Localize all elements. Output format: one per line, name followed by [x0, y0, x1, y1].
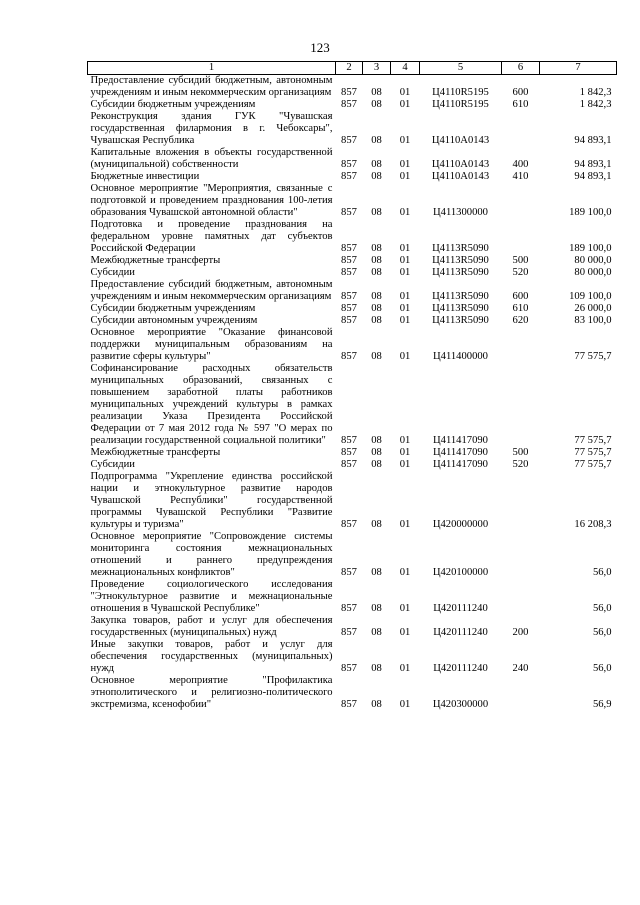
page-number: 123	[310, 40, 330, 55]
row-amount: 94 893,1	[574, 135, 612, 146]
row-ministry: 857	[341, 663, 357, 674]
row-subsection: 01	[399, 351, 411, 362]
table-row	[88, 219, 617, 255]
row-amount: 189 100,0	[569, 207, 612, 218]
row-section: 08	[371, 435, 382, 446]
row-name: Иные закупки товаров, работ и услуг для обеспечения государственных (муниципальных) нужд	[90, 639, 333, 674]
row-target-article: Ц411300000	[433, 207, 488, 218]
row-subsection: 01	[399, 159, 411, 170]
row-expense-type	[502, 111, 540, 147]
table-row	[88, 279, 617, 303]
row-ministry: 857	[341, 603, 357, 614]
row-ministry: 857	[341, 267, 357, 278]
row-expense-type: 520	[512, 459, 529, 470]
row-section: 08	[371, 303, 382, 314]
row-subsection: 01	[399, 627, 411, 638]
header-amount: 7	[540, 62, 617, 75]
row-ministry: 857	[341, 291, 357, 302]
row-ministry: 857	[341, 351, 357, 362]
table-row	[88, 255, 617, 267]
row-subsection: 01	[399, 567, 411, 578]
table-row	[88, 183, 617, 219]
row-amount: 109 100,0	[569, 291, 612, 302]
row-target-article: Ц4113R5090	[432, 303, 489, 314]
row-subsection: 01	[399, 267, 411, 278]
row-section: 08	[371, 255, 382, 266]
row-ministry: 857	[341, 699, 357, 710]
row-ministry: 857	[341, 519, 357, 530]
table-row	[88, 327, 617, 363]
row-ministry: 857	[341, 627, 357, 638]
row-name: Реконструкция здания ГУК "Чувашская государственная филармония в г. Чебоксары", Чувашская Республика	[90, 111, 333, 146]
row-name: Основное мероприятие "Мероприятия, связанные с подготовкой и проведением празднования 100-летия образования Чувашской автономной области"	[90, 183, 333, 218]
row-subsection: 01	[399, 459, 411, 470]
row-expense-type	[502, 471, 540, 531]
row-ministry: 857	[341, 171, 357, 182]
row-amount: 77 575,7	[574, 351, 612, 362]
row-name: Основное мероприятие "Профилактика этнополитического и религиозно-политического экстремизма, ксенофобии"	[90, 675, 333, 710]
row-name: Подпрограмма "Укрепление единства российской нации и этнокультурное развитие народов Чувашской Республики" государственной программы Чувашской Республики "Развитие культуры и туризма"	[90, 471, 333, 530]
row-name: Предоставление субсидий бюджетным, автономным учреждениям и иным некоммерческим организациям	[90, 75, 333, 98]
row-subsection: 01	[399, 87, 411, 98]
row-expense-type: 600	[512, 87, 529, 98]
budget-table	[87, 61, 617, 711]
row-section: 08	[371, 699, 382, 710]
table-row	[88, 531, 617, 579]
table-row	[88, 111, 617, 147]
row-target-article: Ц4110A0143	[431, 159, 490, 170]
row-expense-type	[502, 579, 540, 615]
table-row	[88, 675, 617, 711]
header-subsection: 4	[391, 62, 420, 75]
row-ministry: 857	[341, 567, 357, 578]
table-row	[88, 579, 617, 615]
row-ministry: 857	[341, 207, 357, 218]
table-row	[88, 363, 617, 447]
row-section: 08	[371, 87, 382, 98]
row-ministry: 857	[341, 303, 357, 314]
row-name: Основное мероприятие "Оказание финансовой поддержки муниципальным образованиям на развитие сферы культуры"	[90, 327, 333, 362]
table-row	[88, 471, 617, 531]
row-target-article: Ц4113R5090	[432, 267, 489, 278]
table-row	[88, 147, 617, 171]
row-amount: 77 575,7	[574, 459, 612, 470]
row-name: Межбюджетные трансферты	[90, 255, 221, 266]
row-section: 08	[371, 207, 382, 218]
row-section: 08	[371, 447, 382, 458]
table-row	[88, 459, 617, 471]
row-target-article: Ц411417090	[433, 447, 488, 458]
row-target-article: Ц420300000	[432, 699, 489, 710]
row-target-article: Ц411417090	[433, 459, 488, 470]
row-name: Софинансирование расходных обязательств муниципальных образований, связанных с повышением заработной платы работников муниципальных учреждений культуры в рамках реализации Указа Президента Российской Федерации от 7 мая 2012 года № 597 "О мерах по реализации государственной социальной политики"	[90, 363, 333, 446]
row-name: Проведение социологического исследования "Этнокультурное развитие и межнациональные отношения в Чувашской Республике"	[90, 579, 333, 614]
row-ministry: 857	[341, 255, 357, 266]
row-ministry: 857	[341, 435, 357, 446]
row-subsection: 01	[399, 171, 411, 182]
row-amount: 1 842,3	[579, 99, 612, 110]
row-target-article: Ц420111240	[433, 663, 488, 674]
row-subsection: 01	[399, 699, 411, 710]
table-row	[88, 639, 617, 675]
row-ministry: 857	[341, 447, 357, 458]
row-name: Субсидии автономным учреждениям	[90, 315, 258, 326]
row-amount: 56,9	[592, 699, 612, 710]
row-target-article: Ц420100000	[432, 567, 489, 578]
row-section: 08	[371, 519, 382, 530]
row-subsection: 01	[399, 519, 411, 530]
row-target-article: Ц420111240	[433, 603, 488, 614]
row-subsection: 01	[399, 447, 411, 458]
row-amount: 56,0	[592, 663, 612, 674]
row-subsection: 01	[399, 435, 411, 446]
table-row	[88, 75, 617, 100]
row-section: 08	[371, 663, 382, 674]
row-ministry: 857	[341, 159, 357, 170]
row-section: 08	[371, 603, 382, 614]
row-ministry: 857	[341, 135, 357, 146]
row-target-article: Ц411400000	[433, 351, 488, 362]
row-expense-type: 410	[512, 171, 529, 182]
row-amount: 1 842,3	[579, 87, 612, 98]
row-section: 08	[371, 267, 382, 278]
row-amount: 94 893,1	[574, 159, 612, 170]
table-row	[88, 303, 617, 315]
row-expense-type	[502, 183, 540, 219]
header-name: 1	[88, 62, 336, 75]
row-name: Субсидии бюджетным учреждениям	[90, 99, 256, 110]
row-amount: 94 893,1	[574, 171, 612, 182]
row-expense-type	[502, 531, 540, 579]
row-target-article: Ц420000000	[432, 519, 489, 530]
table-row	[88, 99, 617, 111]
row-amount: 80 000,0	[574, 255, 612, 266]
row-amount: 56,0	[592, 627, 612, 638]
header-target-article: 5	[420, 62, 502, 75]
row-target-article: Ц4110R5195	[432, 99, 489, 110]
row-amount: 56,0	[592, 567, 612, 578]
row-ministry: 857	[341, 459, 357, 470]
row-subsection: 01	[399, 663, 411, 674]
table-row	[88, 267, 617, 279]
row-ministry: 857	[341, 243, 357, 254]
row-expense-type	[502, 219, 540, 255]
row-amount: 77 575,7	[574, 435, 612, 446]
row-name: Субсидии	[90, 267, 135, 278]
row-target-article: Ц4113R5090	[432, 315, 489, 326]
row-name: Межбюджетные трансферты	[90, 447, 221, 458]
row-target-article: Ц4113R5090	[432, 291, 489, 302]
row-name: Предоставление субсидий бюджетным, автономным учреждениям и иным некоммерческим организациям	[90, 279, 333, 302]
row-section: 08	[371, 567, 382, 578]
table-header-row	[88, 62, 617, 75]
row-amount: 16 208,3	[574, 519, 612, 530]
header-section: 3	[363, 62, 391, 75]
row-amount: 80 000,0	[574, 267, 612, 278]
row-amount: 83 100,0	[574, 315, 612, 326]
row-expense-type: 400	[512, 159, 529, 170]
row-expense-type: 620	[512, 315, 529, 326]
row-expense-type: 200	[512, 627, 529, 638]
row-amount: 56,0	[592, 603, 612, 614]
row-target-article: Ц420111240	[433, 627, 488, 638]
row-amount: 26 000,0	[574, 303, 612, 314]
row-expense-type	[502, 675, 540, 711]
row-target-article: Ц411417090	[433, 435, 488, 446]
row-subsection: 01	[399, 243, 411, 254]
row-expense-type: 610	[512, 303, 529, 314]
row-name: Субсидии бюджетным учреждениям	[90, 303, 256, 314]
row-section: 08	[371, 459, 382, 470]
row-section: 08	[371, 351, 382, 362]
row-section: 08	[371, 243, 382, 254]
row-section: 08	[371, 159, 382, 170]
row-ministry: 857	[341, 87, 357, 98]
row-section: 08	[371, 171, 382, 182]
row-expense-type: 600	[512, 291, 529, 302]
table-row	[88, 615, 617, 639]
row-amount: 189 100,0	[569, 243, 612, 254]
row-target-article: Ц4110A0143	[431, 171, 490, 182]
row-ministry: 857	[341, 315, 357, 326]
row-subsection: 01	[399, 315, 411, 326]
row-section: 08	[371, 99, 382, 110]
row-subsection: 01	[399, 99, 411, 110]
row-expense-type	[502, 327, 540, 363]
table-row	[88, 447, 617, 459]
row-subsection: 01	[399, 255, 411, 266]
row-subsection: 01	[399, 207, 411, 218]
row-subsection: 01	[399, 135, 411, 146]
header-expense-type: 6	[502, 62, 540, 75]
row-name: Субсидии	[90, 459, 135, 470]
row-target-article: Ц4110A0143	[431, 135, 490, 146]
table-row	[88, 315, 617, 327]
row-name: Основное мероприятие "Сопровождение системы мониторинга состояния межнациональных отношений и раннего предупреждения межнациональных конфликтов"	[90, 531, 333, 578]
row-expense-type	[502, 363, 540, 447]
row-name: Капитальные вложения в объекты государственной (муниципальной) собственности	[90, 147, 333, 170]
row-expense-type: 500	[512, 447, 529, 458]
row-amount: 77 575,7	[574, 447, 612, 458]
row-subsection: 01	[399, 291, 411, 302]
row-target-article: Ц4113R5090	[432, 255, 489, 266]
row-target-article: Ц4110R5195	[432, 87, 489, 98]
row-expense-type: 520	[512, 267, 529, 278]
row-name: Бюджетные инвестиции	[90, 171, 200, 182]
table-row	[88, 171, 617, 183]
row-expense-type: 610	[512, 99, 529, 110]
row-section: 08	[371, 291, 382, 302]
row-section: 08	[371, 315, 382, 326]
header-ministry: 2	[336, 62, 363, 75]
row-subsection: 01	[399, 603, 411, 614]
row-expense-type: 500	[512, 255, 529, 266]
row-target-article: Ц4113R5090	[432, 243, 489, 254]
row-ministry: 857	[341, 99, 357, 110]
row-section: 08	[371, 627, 382, 638]
row-expense-type: 240	[512, 663, 529, 674]
row-name: Закупка товаров, работ и услуг для обеспечения государственных (муниципальных) нужд	[90, 615, 333, 638]
row-subsection: 01	[399, 303, 411, 314]
row-name: Подготовка и проведение празднования на федеральном уровне памятных дат субъектов Российской Федерации	[90, 219, 333, 254]
row-section: 08	[371, 135, 382, 146]
